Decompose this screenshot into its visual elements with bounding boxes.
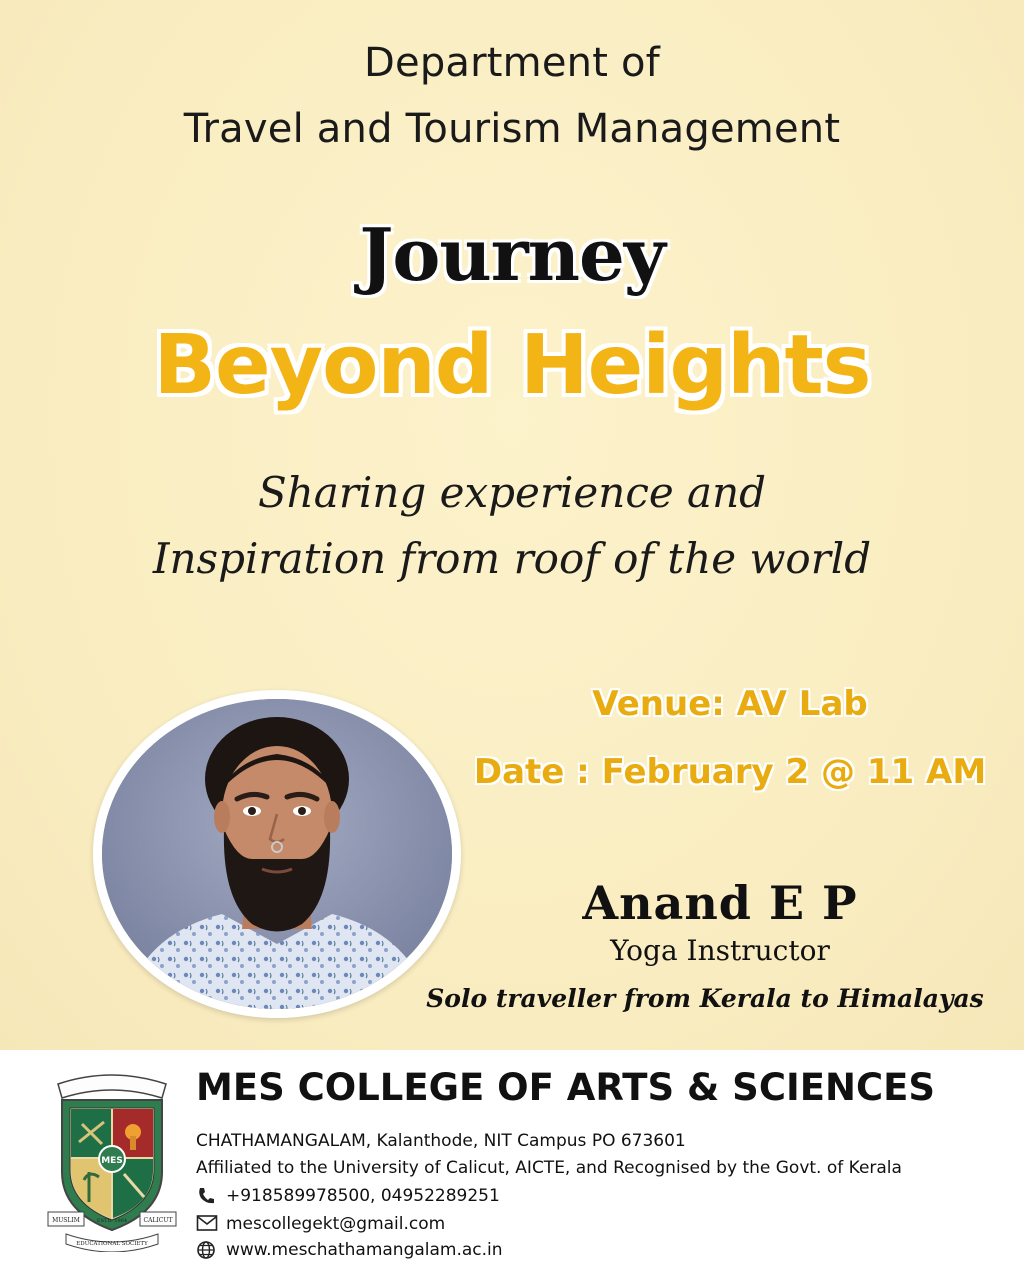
contact-website <box>196 1240 503 1260</box>
event-date: Date : February 2 @ 11 AM <box>473 752 987 792</box>
department-line-2: Travel and Tourism Management <box>183 106 841 152</box>
logo-bottom-banner: EDUCATIONAL SOCIETY <box>76 1241 148 1247</box>
contact-email <box>196 1214 445 1234</box>
website-text[interactable]: www.meschathamangalam.ac.in <box>226 1240 503 1260</box>
department-line-1: Department of <box>364 40 660 86</box>
college-affiliation: Affiliated to the University of Calicut, AICTE, and Recognised by the Govt. of Kerala <box>196 1158 902 1178</box>
college-address: CHATHAMANGALAM, Kalanthode, NIT Campus PO 673601 <box>196 1131 686 1151</box>
logo-center-text: MES <box>101 1156 123 1166</box>
logo-banner-right: CALICUT <box>143 1217 173 1224</box>
tagline-line-1: Sharing experience and <box>257 468 767 517</box>
mail-icon <box>196 1214 220 1234</box>
contact-phone <box>196 1186 500 1206</box>
speaker-name: Anand E P <box>582 876 858 930</box>
college-name: MES COLLEGE OF ARTS & SCIENCES <box>196 1066 936 1109</box>
speaker-portrait-illustration <box>102 699 452 1009</box>
logo-banner-left: MUSLIM <box>52 1217 80 1224</box>
event-title-journey: Journey <box>359 212 665 297</box>
phone-text: +918589978500, 04952289251 <box>226 1186 500 1206</box>
event-venue: Venue: AV Lab <box>592 684 868 724</box>
phone-icon <box>196 1186 220 1206</box>
speaker-description: Solo traveller from Kerala to Himalayas <box>426 984 984 1013</box>
email-text[interactable]: mescollegekt@gmail.com <box>226 1214 446 1234</box>
tagline-line-2: Inspiration from roof of the world <box>152 534 872 583</box>
speaker-photo <box>102 699 452 1009</box>
college-logo <box>44 1062 180 1252</box>
logo-banner-mid: ESTD. 1964 <box>96 1218 128 1224</box>
speaker-role: Yoga Instructor <box>610 934 830 967</box>
globe-icon <box>196 1240 220 1260</box>
event-title-beyond-heights: Beyond Heights <box>153 318 871 413</box>
